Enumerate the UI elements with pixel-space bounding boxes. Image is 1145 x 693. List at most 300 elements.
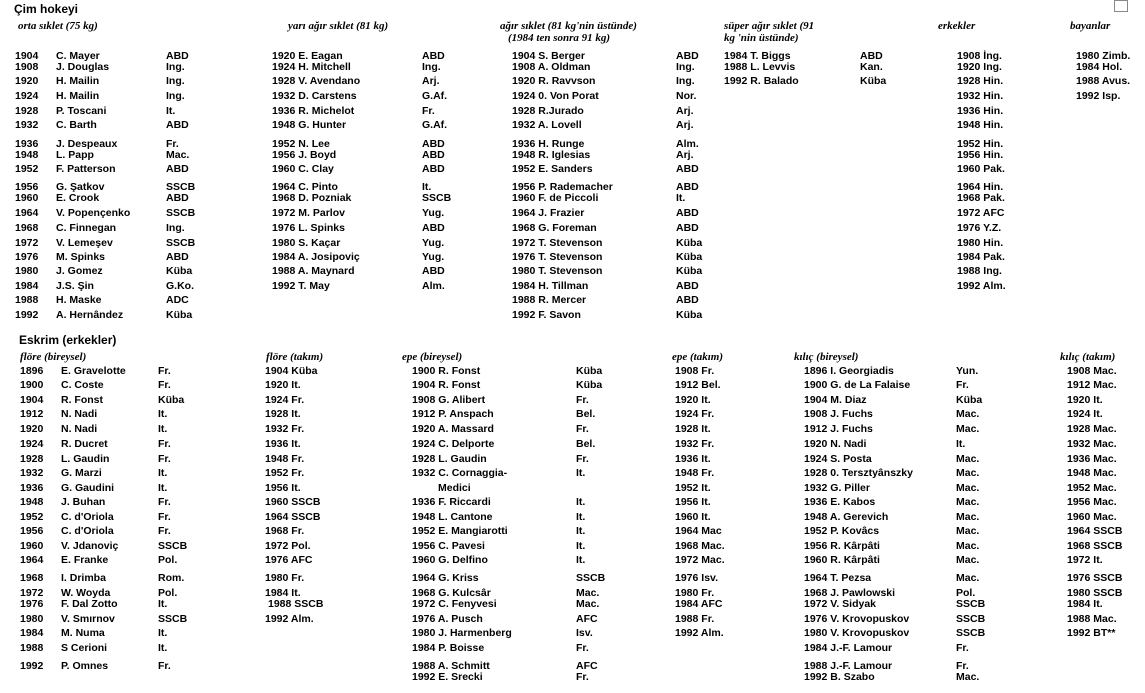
- fencing-cell: 1956 Mac.: [1067, 496, 1117, 508]
- hockey-cell: 1952: [15, 163, 39, 175]
- fencing-cell: V. Jdanoviç: [61, 540, 119, 552]
- fencing-cell: 1992 B. Szabo: [804, 671, 875, 683]
- fencing-cell: Fr.: [956, 379, 969, 391]
- hockey-cell: 1980 Hin.: [957, 237, 1004, 249]
- hockey-cell: 1936 R. Michelot: [272, 105, 355, 117]
- fencing-cell: Mac.: [576, 587, 600, 599]
- hockey-cell: 1980 S. Kaçar: [272, 237, 341, 249]
- fencing-cell: 1928 It.: [265, 408, 301, 420]
- fencing-cell: 1960 R. Kârpâti: [804, 554, 880, 566]
- hockey-cell: 1932: [15, 119, 39, 131]
- hockey-cell: 1968 Pak.: [957, 192, 1005, 204]
- fencing-cell: 1960 It.: [675, 511, 711, 523]
- fencing-cell: 1992: [20, 660, 44, 672]
- fencing-cell: 1896: [20, 365, 44, 377]
- hockey-section-title: Çim hokeyi: [14, 2, 79, 16]
- hockey-cell: ABD: [676, 222, 699, 234]
- fencing-cell: Fr.: [158, 525, 171, 537]
- fencing-cell: 1956 It.: [265, 482, 301, 494]
- hockey-cell: C. Finnegan: [56, 222, 117, 234]
- hockey-cell: ABD: [676, 50, 699, 62]
- fencing-cell: Mac.: [956, 572, 980, 584]
- fencing-cell: 1964 Mac: [675, 525, 722, 537]
- fencing-cell: It.: [158, 627, 168, 639]
- hockey-cell: 1920 Ing.: [957, 61, 1002, 73]
- fencing-cell: 1964 G. Kriss: [412, 572, 479, 584]
- hockey-cell: 1960: [15, 192, 39, 204]
- fencing-cell: 1988 Fr.: [675, 613, 715, 625]
- hockey-cell: F. Patterson: [56, 163, 116, 175]
- fencing-cell: 1976 A. Pusch: [412, 613, 483, 625]
- hockey-cell: ABD: [166, 192, 189, 204]
- hockey-cell: ABD: [860, 50, 883, 62]
- hockey-cell: G.Ko.: [166, 280, 194, 292]
- fencing-cell: 1968: [20, 572, 44, 584]
- fencing-cell: 1920 It.: [265, 379, 301, 391]
- hockey-cell: C. Mayer: [56, 50, 100, 62]
- fencing-cell: 1964: [20, 554, 44, 566]
- fencing-cell: 1988 A. Schmitt: [412, 660, 490, 672]
- fencing-cell: 1960 G. Delfino: [412, 554, 488, 566]
- hockey-cell: Ing.: [676, 75, 695, 87]
- fencing-cell: 1936 Mac.: [1067, 453, 1117, 465]
- fencing-cell: 1988 Mac.: [1067, 613, 1117, 625]
- fencing-cell: Mac.: [956, 671, 980, 683]
- hockey-cell: 1992 T. May: [272, 280, 330, 292]
- hockey-cell: 1968: [15, 222, 39, 234]
- hockey-cell: 1972 AFC: [957, 207, 1005, 219]
- fencing-cell: 1904 R. Fonst: [412, 379, 481, 391]
- hockey-cell: 1904: [15, 50, 39, 62]
- hockey-cell: J.S. Şin: [56, 280, 94, 292]
- fencing-cell: 1992 Alm.: [265, 613, 314, 625]
- fencing-cell: 1948 Mac.: [1067, 467, 1117, 479]
- fencing-cell: 1976 AFC: [265, 554, 313, 566]
- hockey-cell: Fr.: [422, 105, 435, 117]
- hockey-cell: Ing.: [422, 61, 441, 73]
- fencing-cell: 1928 L. Gaudin: [412, 453, 487, 465]
- fencing-cell: SSCB: [956, 598, 986, 610]
- fencing-cell: 1980 Fr.: [265, 572, 305, 584]
- fencing-cell: Fr.: [576, 642, 589, 654]
- fencing-cell: 1924 C. Delporte: [412, 438, 495, 450]
- fencing-cell: 1932 G. Piller: [804, 482, 870, 494]
- hockey-column-header: bayanlar: [1070, 20, 1111, 32]
- fencing-column-header: epe (bireysel): [402, 351, 463, 363]
- hockey-cell: 1984 T. Biggs: [724, 50, 791, 62]
- hockey-cell: SSCB: [422, 192, 452, 204]
- fencing-cell: C. d'Oriola: [61, 511, 114, 523]
- fencing-cell: 1976 V. Krovopuskov: [804, 613, 910, 625]
- fencing-cell: 1924: [20, 438, 44, 450]
- hockey-cell: SSCB: [166, 237, 196, 249]
- hockey-cell: ABD: [676, 294, 699, 306]
- hockey-cell: 1976 T. Stevenson: [512, 251, 603, 263]
- hockey-cell: Küba: [676, 237, 703, 249]
- fencing-cell: 1900: [20, 379, 44, 391]
- hockey-cell: 1948: [15, 149, 39, 161]
- fencing-cell: Küba: [158, 394, 185, 406]
- fencing-cell: 1932 Fr.: [675, 438, 715, 450]
- fencing-cell: 1968 J. Pawlowski: [804, 587, 896, 599]
- hockey-column-header: orta sıklet (75 kg): [18, 20, 98, 32]
- hockey-cell: ABD: [676, 207, 699, 219]
- fencing-cell: 1920 It.: [675, 394, 711, 406]
- hockey-cell: 1984 Pak.: [957, 251, 1005, 263]
- fencing-cell: 1964 T. Pezsa: [804, 572, 872, 584]
- hockey-cell: Kan.: [860, 61, 883, 73]
- hockey-cell: 1980 T. Stevenson: [512, 265, 603, 277]
- fencing-cell: Fr.: [158, 660, 171, 672]
- fencing-cell: 1936 It.: [675, 453, 711, 465]
- hockey-cell: 1980: [15, 265, 39, 277]
- fencing-cell: F. Dal Zotto: [61, 598, 118, 610]
- fencing-cell: 1972 C. Fenyvesi: [412, 598, 497, 610]
- hockey-cell: Küba: [676, 265, 703, 277]
- fencing-cell: 1924 Fr.: [265, 394, 305, 406]
- hockey-cell: 1928: [15, 105, 39, 117]
- hockey-cell: 1936 Hin.: [957, 105, 1004, 117]
- fencing-cell: 1988 SSCB: [268, 598, 324, 610]
- fencing-cell: P. Omnes: [61, 660, 109, 672]
- fencing-cell: 1928 It.: [675, 423, 711, 435]
- hockey-cell: J. Despeaux: [56, 138, 118, 150]
- hockey-cell: 1936 H. Runge: [512, 138, 585, 150]
- fencing-cell: 1956 It.: [675, 496, 711, 508]
- fencing-cell: Yun.: [956, 365, 979, 377]
- hockey-cell: ABD: [166, 50, 189, 62]
- hockey-cell: 1988 L. Levvis: [724, 61, 796, 73]
- hockey-cell: It.: [422, 181, 432, 193]
- hockey-cell: 1988 R. Mercer: [512, 294, 587, 306]
- hockey-cell: 1960 F. de Piccoli: [512, 192, 599, 204]
- hockey-cell: 1976: [15, 251, 39, 263]
- fencing-cell: 1928: [20, 453, 44, 465]
- fencing-cell: Mac.: [956, 554, 980, 566]
- hockey-cell: Mac.: [166, 149, 190, 161]
- fencing-cell: Mac.: [956, 467, 980, 479]
- fencing-cell: It.: [158, 598, 168, 610]
- fencing-cell: 1972 Pol.: [265, 540, 311, 552]
- hockey-cell: 1932 A. Lovell: [512, 119, 582, 131]
- fencing-cell: 1920: [20, 423, 44, 435]
- hockey-cell: 1908 İng.: [957, 50, 1002, 62]
- hockey-cell: Arj.: [676, 119, 694, 131]
- fencing-cell: It.: [158, 642, 168, 654]
- hockey-cell: ABD: [422, 163, 445, 175]
- fencing-cell: 1980 SSCB: [1067, 587, 1123, 599]
- fencing-cell: 1984: [20, 627, 44, 639]
- fencing-cell: Küba: [576, 365, 603, 377]
- fencing-cell: 1920 It.: [1067, 394, 1103, 406]
- fencing-cell: 1956 R. Kârpâti: [804, 540, 880, 552]
- hockey-cell: 1952 E. Sanders: [512, 163, 593, 175]
- hockey-cell: 1932 Hin.: [957, 90, 1004, 102]
- hockey-column-header: kg 'nin üstünde): [724, 32, 799, 44]
- fencing-cell: 1952 Fr.: [265, 467, 305, 479]
- fencing-cell: 1936 It.: [265, 438, 301, 450]
- fencing-cell: It.: [576, 525, 586, 537]
- hockey-cell: ABD: [422, 265, 445, 277]
- fencing-cell: It.: [158, 467, 168, 479]
- hockey-cell: Ing.: [676, 61, 695, 73]
- fencing-cell: It.: [956, 438, 966, 450]
- hockey-cell: 1960 Pak.: [957, 163, 1005, 175]
- fencing-cell: SSCB: [576, 572, 606, 584]
- fencing-cell: Mac.: [956, 496, 980, 508]
- fencing-cell: Bel.: [576, 438, 596, 450]
- fencing-cell: 1920 A. Massard: [412, 423, 494, 435]
- hockey-cell: 1948 R. Iglesias: [512, 149, 591, 161]
- fencing-cell: 1932 Mac.: [1067, 438, 1117, 450]
- hockey-cell: Küba: [676, 309, 703, 321]
- hockey-cell: 1956: [15, 181, 39, 193]
- hockey-cell: V. Popençenko: [56, 207, 131, 219]
- hockey-cell: It.: [676, 192, 686, 204]
- fencing-cell: 1980 J. Harmenberg: [412, 627, 512, 639]
- fencing-cell: I. Drimba: [61, 572, 106, 584]
- hockey-cell: 1924 0. Von Porat: [512, 90, 599, 102]
- fencing-cell: 1936: [20, 482, 44, 494]
- fencing-cell: Fr.: [158, 496, 171, 508]
- fencing-cell: 1976 Isv.: [675, 572, 719, 584]
- fencing-cell: SSCB: [956, 627, 986, 639]
- fencing-cell: 1984 J.-F. Lamour: [804, 642, 893, 654]
- hockey-cell: 1956 P. Rademacher: [512, 181, 613, 193]
- fencing-cell: R. Ducret: [61, 438, 108, 450]
- hockey-cell: ABD: [422, 138, 445, 150]
- fencing-cell: 1904: [20, 394, 44, 406]
- fencing-cell: SSCB: [956, 613, 986, 625]
- fencing-cell: 1984 P. Boisse: [412, 642, 485, 654]
- fencing-cell: 1972 It.: [1067, 554, 1103, 566]
- fencing-cell: E. Franke: [61, 554, 109, 566]
- fencing-cell: SSCB: [158, 540, 188, 552]
- hockey-cell: 1904 S. Berger: [512, 50, 585, 62]
- hockey-cell: 1964 Hin.: [957, 181, 1004, 193]
- hockey-cell: Alm.: [422, 280, 445, 292]
- fencing-cell: Mac.: [956, 453, 980, 465]
- hockey-cell: J. Douglas: [56, 61, 110, 73]
- fencing-cell: L. Gaudin: [61, 453, 110, 465]
- hockey-cell: 1924: [15, 90, 39, 102]
- fencing-section-title: Eskrim (erkekler): [19, 333, 117, 347]
- fencing-cell: 1908 Mac.: [1067, 365, 1117, 377]
- fencing-cell: Küba: [576, 379, 603, 391]
- fencing-cell: Fr.: [576, 423, 589, 435]
- hockey-cell: 1952 N. Lee: [272, 138, 330, 150]
- fencing-cell: 1952: [20, 511, 44, 523]
- hockey-cell: 1924 H. Mitchell: [272, 61, 351, 73]
- hockey-cell: 1984 A. Josipoviç: [272, 251, 360, 263]
- fencing-cell: J. Buhan: [61, 496, 106, 508]
- fencing-cell: 1956: [20, 525, 44, 537]
- hockey-cell: A. Hernândez: [56, 309, 124, 321]
- fencing-cell: R. Fonst: [61, 394, 103, 406]
- fencing-cell: Fr.: [576, 453, 589, 465]
- hockey-cell: ABD: [676, 181, 699, 193]
- fencing-cell: Mac.: [956, 540, 980, 552]
- fencing-cell: Pol.: [158, 587, 178, 599]
- fencing-cell: 1924 S. Posta: [804, 453, 872, 465]
- fencing-cell: 1948 Fr.: [265, 453, 305, 465]
- hockey-cell: 1928 V. Avendano: [272, 75, 361, 87]
- hockey-cell: SSCB: [166, 181, 196, 193]
- fencing-cell: 1980 Fr.: [675, 587, 715, 599]
- hockey-cell: J. Gomez: [56, 265, 103, 277]
- hockey-cell: 1992 Alm.: [957, 280, 1006, 292]
- fencing-cell: W. Woyda: [61, 587, 111, 599]
- hockey-cell: 1964 C. Pinto: [272, 181, 338, 193]
- hockey-column-header: erkekler: [938, 20, 976, 32]
- fencing-cell: Mac.: [956, 408, 980, 420]
- fencing-cell: Mac.: [576, 598, 600, 610]
- fencing-cell: 1900 G. de La Falaise: [804, 379, 911, 391]
- fencing-cell: 1952 Mac.: [1067, 482, 1117, 494]
- fencing-cell: 1948 L. Cantone: [412, 511, 493, 523]
- fencing-cell: It.: [576, 540, 586, 552]
- fencing-cell: Fr.: [158, 379, 171, 391]
- hockey-cell: 1988: [15, 294, 39, 306]
- fencing-cell: It.: [158, 423, 168, 435]
- hockey-cell: 1948 G. Hunter: [272, 119, 347, 131]
- fencing-cell: 1992 E. Srecki: [412, 671, 483, 683]
- fencing-cell: 1948 Fr.: [675, 467, 715, 479]
- hockey-cell: Arj.: [676, 105, 694, 117]
- fencing-cell: 1908 G. Alibert: [412, 394, 486, 406]
- hockey-cell: 1952 Hin.: [957, 138, 1004, 150]
- fencing-cell: S Cerioni: [61, 642, 108, 654]
- fencing-cell: 1956 C. Pavesi: [412, 540, 485, 552]
- fencing-cell: Fr.: [158, 365, 171, 377]
- hockey-cell: 1920: [15, 75, 39, 87]
- hockey-cell: Arj.: [422, 75, 440, 87]
- fencing-cell: 1932 C. Cornaggia-: [412, 467, 508, 479]
- fencing-cell: 1932: [20, 467, 44, 479]
- hockey-column-header: (1984 ten sonra 91 kg): [508, 32, 611, 44]
- fencing-cell: V. Smırnov: [61, 613, 115, 625]
- hockey-cell: 1928 Hin.: [957, 75, 1004, 87]
- hockey-cell: Küba: [166, 309, 193, 321]
- hockey-cell: 1908 A. Oldman: [512, 61, 591, 73]
- hockey-cell: ABD: [422, 222, 445, 234]
- hockey-cell: 1964: [15, 207, 39, 219]
- hockey-cell: H. Mailin: [56, 90, 100, 102]
- hockey-cell: 1992 F. Savon: [512, 309, 581, 321]
- hockey-cell: 1980 Zimb.: [1076, 50, 1131, 62]
- fencing-cell: Fr.: [158, 453, 171, 465]
- corner-checkbox[interactable]: [1114, 0, 1128, 12]
- hockey-cell: Nor.: [676, 90, 697, 102]
- fencing-cell: 1968 SSCB: [1067, 540, 1123, 552]
- hockey-cell: 1972 M. Parlov: [272, 207, 345, 219]
- hockey-cell: 1960 C. Clay: [272, 163, 334, 175]
- hockey-cell: M. Spinks: [56, 251, 106, 263]
- hockey-cell: 1972: [15, 237, 39, 249]
- hockey-cell: 1920 R. Ravvson: [512, 75, 596, 87]
- fencing-cell: 1932 Fr.: [265, 423, 305, 435]
- hockey-cell: P. Toscani: [56, 105, 107, 117]
- hockey-cell: 1992: [15, 309, 39, 321]
- hockey-cell: 1968 D. Pozniak: [272, 192, 352, 204]
- fencing-cell: 1900 R. Fonst: [412, 365, 481, 377]
- hockey-column-header: yarı ağır sıklet (81 kg): [288, 20, 389, 32]
- hockey-cell: 1932 D. Carstens: [272, 90, 357, 102]
- fencing-cell: Fr.: [158, 511, 171, 523]
- fencing-cell: 1988: [20, 642, 44, 654]
- fencing-cell: 1960 SSCB: [265, 496, 321, 508]
- fencing-cell: M. Numa: [61, 627, 105, 639]
- hockey-cell: SSCB: [166, 207, 196, 219]
- hockey-cell: It.: [166, 105, 176, 117]
- hockey-cell: Küba: [166, 265, 193, 277]
- hockey-cell: 1976 L. Spinks: [272, 222, 345, 234]
- hockey-cell: 1988 Ing.: [957, 265, 1002, 277]
- fencing-cell: 1936 F. Riccardi: [412, 496, 491, 508]
- fencing-cell: Mac.: [956, 423, 980, 435]
- fencing-cell: 1948 A. Gerevich: [804, 511, 889, 523]
- hockey-cell: L. Papp: [56, 149, 94, 161]
- fencing-cell: 1968 Mac.: [675, 540, 725, 552]
- fencing-cell: Rom.: [158, 572, 185, 584]
- hockey-cell: ADC: [166, 294, 189, 306]
- fencing-cell: N. Nadi: [61, 423, 98, 435]
- fencing-cell: Isv.: [576, 627, 593, 639]
- hockey-cell: 1964 J. Frazier: [512, 207, 585, 219]
- fencing-cell: 1972 V. Sidyak: [804, 598, 877, 610]
- hockey-cell: Küba: [676, 251, 703, 263]
- fencing-cell: 1984 It.: [1067, 598, 1103, 610]
- hockey-cell: Ing.: [166, 90, 185, 102]
- fencing-cell: Fr.: [576, 394, 589, 406]
- hockey-cell: 1988 Avus.: [1076, 75, 1131, 87]
- hockey-cell: 1956 Hin.: [957, 149, 1004, 161]
- fencing-cell: Mac.: [956, 511, 980, 523]
- fencing-cell: Pol.: [956, 587, 976, 599]
- fencing-cell: Fr.: [956, 660, 969, 672]
- hockey-cell: ABD: [422, 149, 445, 161]
- fencing-cell: 1904 Küba: [265, 365, 318, 377]
- fencing-cell: Mac.: [956, 525, 980, 537]
- hockey-cell: E. Crook: [56, 192, 100, 204]
- hockey-column-header: süper ağır sıklet (91: [724, 20, 815, 32]
- hockey-cell: Yug.: [422, 207, 445, 219]
- fencing-cell: 1952 It.: [675, 482, 711, 494]
- hockey-cell: ABD: [166, 251, 189, 263]
- fencing-cell: 1924 Fr.: [675, 408, 715, 420]
- fencing-cell: 1980: [20, 613, 44, 625]
- fencing-cell: 1964 SSCB: [1067, 525, 1123, 537]
- fencing-cell: E. Gravelotte: [61, 365, 126, 377]
- hockey-cell: 1968 G. Foreman: [512, 222, 597, 234]
- fencing-cell: C. d'Oriola: [61, 525, 114, 537]
- fencing-cell: G. Marzi: [61, 467, 102, 479]
- hockey-cell: Arj.: [676, 149, 694, 161]
- fencing-cell: Bel.: [576, 408, 596, 420]
- hockey-cell: ABD: [676, 163, 699, 175]
- fencing-cell: 1912: [20, 408, 44, 420]
- fencing-cell: 1896 I. Georgiadis: [804, 365, 894, 377]
- hockey-cell: Ing.: [166, 75, 185, 87]
- fencing-cell: Fr.: [956, 642, 969, 654]
- fencing-cell: 1912 Mac.: [1067, 379, 1117, 391]
- fencing-cell: AFC: [576, 613, 598, 625]
- fencing-cell: 1960: [20, 540, 44, 552]
- fencing-cell: N. Nadi: [61, 408, 98, 420]
- hockey-cell: Fr.: [166, 138, 179, 150]
- fencing-cell: It.: [576, 554, 586, 566]
- hockey-cell: 1984: [15, 280, 39, 292]
